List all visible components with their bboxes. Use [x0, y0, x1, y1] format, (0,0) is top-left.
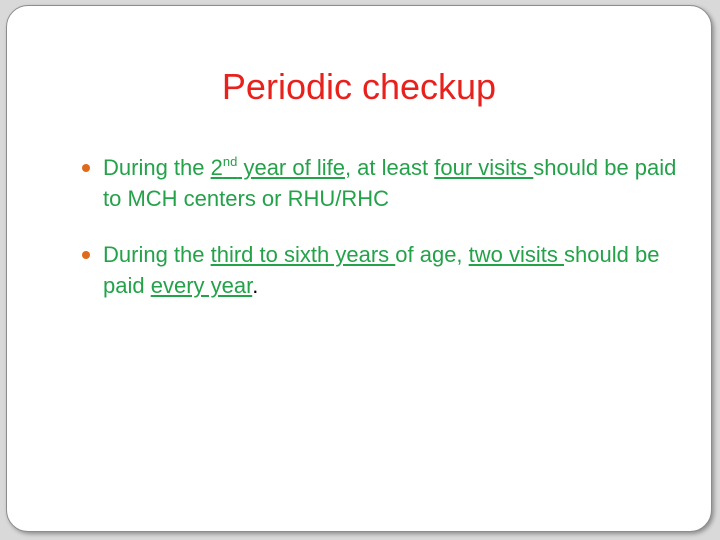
text-segment: During the: [103, 155, 211, 180]
underlined-phrase: [211, 155, 345, 180]
bullet-item-1: [82, 152, 692, 214]
bullet-item-2: [82, 239, 692, 301]
bullet-dot-icon: [82, 164, 90, 172]
underlined-phrase: two visits: [468, 242, 565, 267]
underlined-phrase: four visits: [434, 155, 534, 180]
text-segment: should be paid: [103, 242, 660, 298]
underlined-phrase: every year: [150, 273, 253, 298]
underlined-phrase: third to sixth years: [210, 242, 396, 267]
bullet-list: [82, 152, 692, 326]
underlined-text: year of life: [237, 155, 345, 180]
period-mark: .: [252, 273, 259, 298]
text-segment: of age,: [395, 242, 469, 267]
slide: [6, 5, 712, 532]
ordinal-suffix: nd: [222, 154, 238, 169]
bullet-dot-icon: [82, 251, 90, 259]
slide-title: Periodic checkup: [221, 66, 497, 107]
text-segment: During the: [103, 242, 211, 267]
text-segment: should be paid to MCH centers or RHU/RHC: [103, 155, 677, 211]
text-segment: , at least: [344, 155, 435, 180]
ordinal-number: 2: [210, 155, 223, 180]
